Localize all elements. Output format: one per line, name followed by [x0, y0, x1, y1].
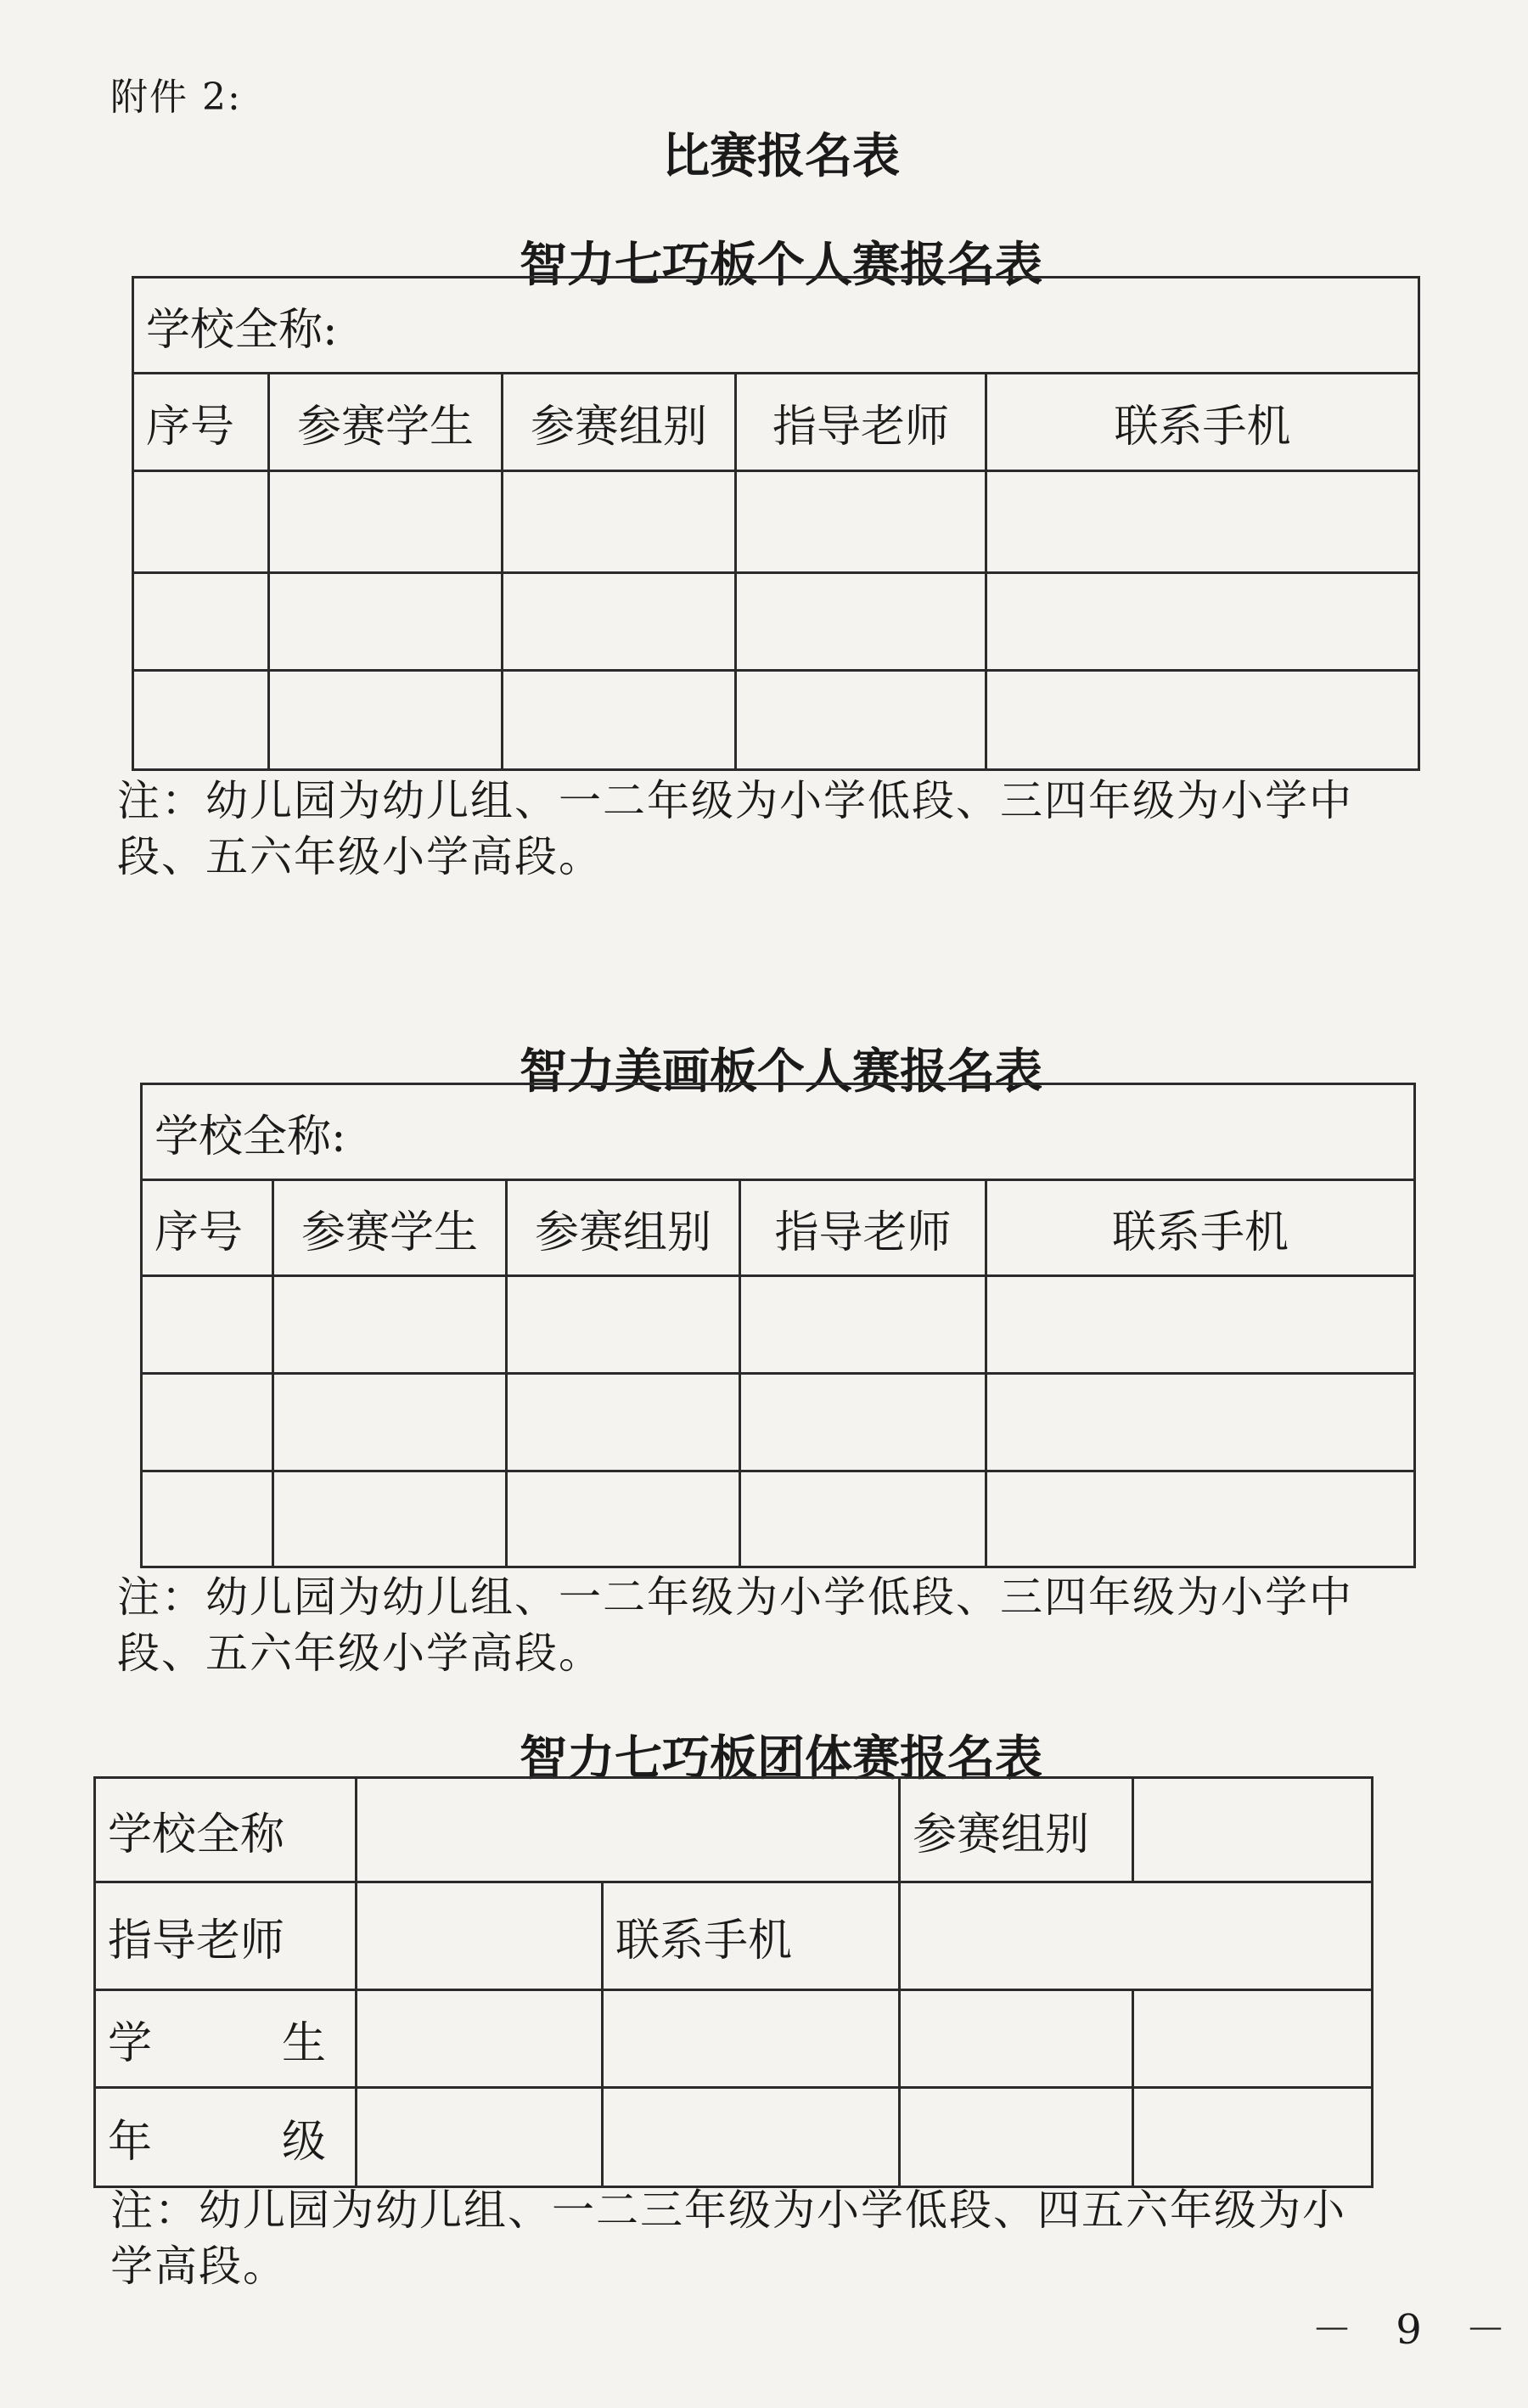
note-line: 段、五六年级小学高段。 — [117, 832, 603, 881]
empty-cell[interactable] — [269, 573, 503, 671]
school-name-label: 学校全称: — [142, 1084, 1415, 1180]
empty-cell[interactable] — [269, 471, 503, 573]
student-field[interactable] — [1133, 1990, 1373, 2088]
header-teacher: 指导老师 — [736, 374, 986, 471]
header-student: 参赛学生 — [273, 1180, 507, 1276]
teacher-field[interactable] — [357, 1882, 603, 1990]
header-phone: 联系手机 — [986, 1180, 1415, 1276]
empty-cell[interactable] — [503, 671, 736, 770]
empty-cell[interactable] — [273, 1276, 507, 1374]
header-teacher: 指导老师 — [740, 1180, 986, 1276]
header-index: 序号 — [133, 374, 269, 471]
empty-cell[interactable] — [736, 471, 986, 573]
note-team-tangram — [110, 2182, 1346, 2294]
table-row — [133, 671, 1419, 770]
main-title: 比赛报名表 — [662, 129, 900, 184]
grade-label: 年 级 — [95, 2088, 357, 2187]
empty-cell[interactable] — [740, 1276, 986, 1374]
group-label: 参赛组别 — [900, 1778, 1133, 1882]
individual-tangram-table — [132, 276, 1420, 771]
empty-cell[interactable] — [133, 471, 269, 573]
teacher-label: 指导老师 — [95, 1882, 357, 1990]
team-tangram-table — [93, 1776, 1374, 2188]
empty-cell[interactable] — [273, 1471, 507, 1567]
empty-cell[interactable] — [142, 1471, 273, 1567]
note-individual-drawing — [117, 1569, 1353, 1681]
grade-field[interactable] — [1133, 2088, 1373, 2187]
empty-cell[interactable] — [133, 573, 269, 671]
empty-cell[interactable] — [133, 671, 269, 770]
table-row — [142, 1471, 1415, 1567]
header-group: 参赛组别 — [503, 374, 736, 471]
note-individual-tangram — [117, 773, 1353, 885]
empty-cell[interactable] — [507, 1471, 740, 1567]
empty-cell[interactable] — [503, 573, 736, 671]
phone-label: 联系手机 — [603, 1882, 900, 1990]
table-row — [142, 1374, 1415, 1471]
empty-cell[interactable] — [986, 471, 1419, 573]
grade-field[interactable] — [357, 2088, 603, 2187]
note-line: 段、五六年级小学高段。 — [117, 1629, 603, 1678]
section-title-individual-drawing: 智力美画板个人赛报名表 — [520, 1044, 1042, 1100]
section-title-team-tangram: 智力七巧板团体赛报名表 — [520, 1731, 1042, 1786]
school-name-label: 学校全称: — [133, 278, 1419, 374]
note-line: 注：幼儿园为幼儿组、一二年级为小学低段、三四年级为小学中 — [117, 776, 1353, 825]
group-field[interactable] — [1133, 1778, 1373, 1882]
table-row — [142, 1276, 1415, 1374]
section-title-individual-tangram: 智力七巧板个人赛报名表 — [520, 238, 1042, 293]
empty-cell[interactable] — [740, 1374, 986, 1471]
header-phone: 联系手机 — [986, 374, 1419, 471]
table-row — [133, 573, 1419, 671]
header-group: 参赛组别 — [507, 1180, 740, 1276]
individual-drawing-table — [140, 1083, 1416, 1568]
phone-field[interactable] — [900, 1882, 1373, 1990]
note-line: 注：幼儿园为幼儿组、一二年级为小学低段、三四年级为小学中 — [117, 1573, 1353, 1622]
empty-cell[interactable] — [986, 1374, 1415, 1471]
grade-field[interactable] — [603, 2088, 900, 2187]
empty-cell[interactable] — [503, 471, 736, 573]
empty-cell[interactable] — [986, 573, 1419, 671]
empty-cell[interactable] — [142, 1374, 273, 1471]
student-field[interactable] — [900, 1990, 1133, 2088]
empty-cell[interactable] — [269, 671, 503, 770]
empty-cell[interactable] — [736, 671, 986, 770]
attachment-label: 附件 2: — [110, 76, 242, 119]
school-name-field[interactable] — [357, 1778, 900, 1882]
student-field[interactable] — [357, 1990, 603, 2088]
school-name-label: 学校全称 — [95, 1778, 357, 1882]
header-index: 序号 — [142, 1180, 273, 1276]
empty-cell[interactable] — [986, 671, 1419, 770]
page-number: － 9 － — [1312, 2306, 1522, 2354]
empty-cell[interactable] — [986, 1471, 1415, 1567]
empty-cell[interactable] — [986, 1276, 1415, 1374]
empty-cell[interactable] — [736, 573, 986, 671]
note-line: 注：幼儿园为幼儿组、一二三年级为小学低段、四五六年级为小 — [110, 2186, 1346, 2235]
empty-cell[interactable] — [273, 1374, 507, 1471]
header-student: 参赛学生 — [269, 374, 503, 471]
empty-cell[interactable] — [507, 1276, 740, 1374]
empty-cell[interactable] — [740, 1471, 986, 1567]
student-field[interactable] — [603, 1990, 900, 2088]
grade-field[interactable] — [900, 2088, 1133, 2187]
table-row — [133, 471, 1419, 573]
empty-cell[interactable] — [142, 1276, 273, 1374]
empty-cell[interactable] — [507, 1374, 740, 1471]
note-line: 学高段。 — [110, 2242, 287, 2291]
student-label: 学 生 — [95, 1990, 357, 2088]
